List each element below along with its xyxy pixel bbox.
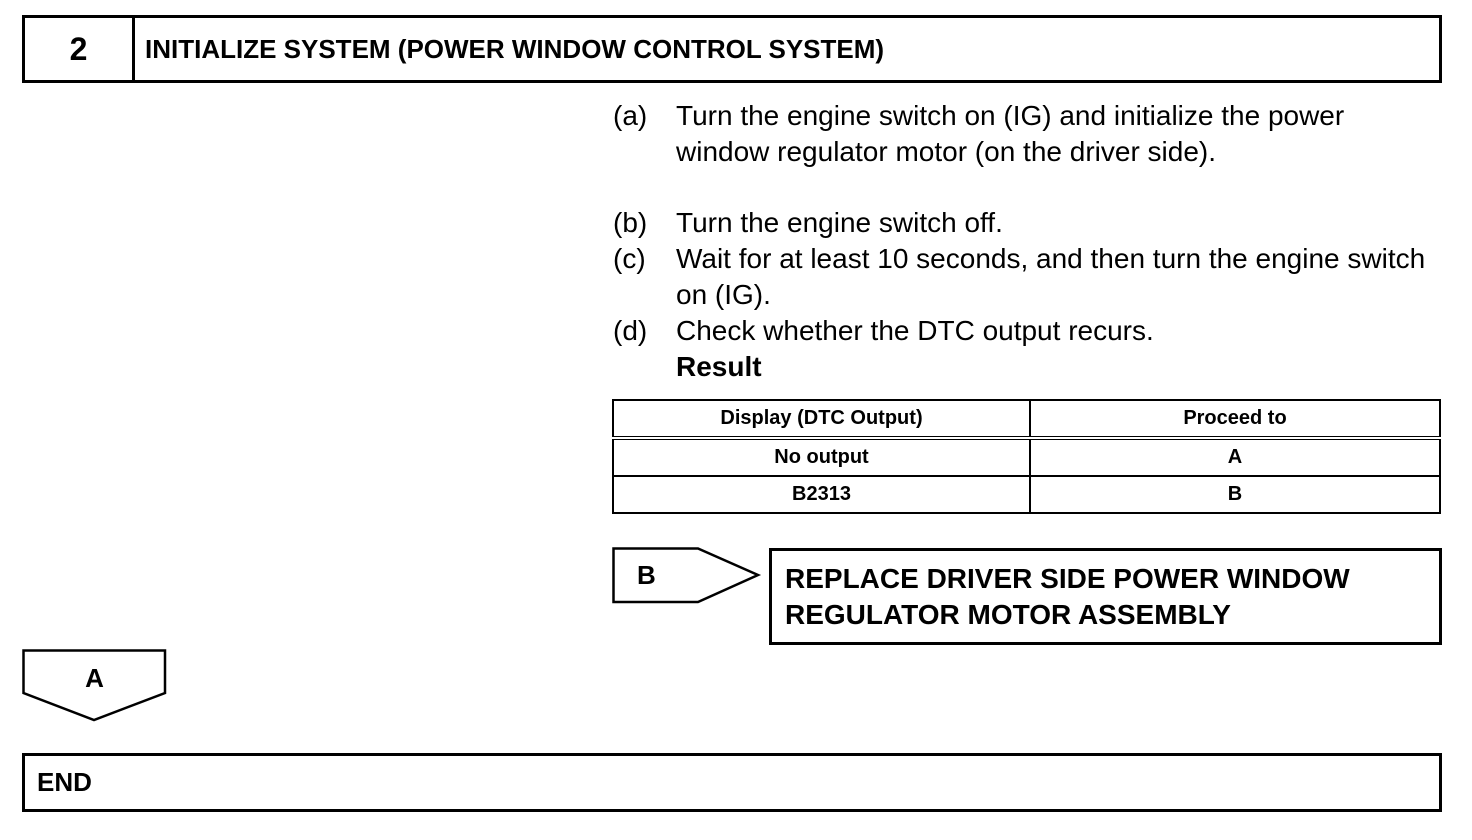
instruction-label: (d) (613, 315, 648, 346)
instruction-text: Turn the engine switch off. (676, 207, 1003, 238)
table-row (613, 476, 1440, 513)
branch-a-label: A (85, 663, 104, 693)
table-row (613, 438, 1440, 476)
branch-b-arrow-icon (612, 547, 762, 605)
result-table (612, 399, 1441, 514)
table-cell: A (1030, 438, 1440, 476)
instruction-c (613, 241, 1433, 313)
instruction-text: Wait for at least 10 seconds, and then turn the engine switch on (IG). (676, 243, 1426, 310)
table-header-row (613, 400, 1440, 438)
instruction-text: Check whether the DTC output recurs. (676, 315, 1154, 346)
step-title: INITIALIZE SYSTEM (POWER WINDOW CONTROL SYSTEM) (145, 33, 885, 64)
step-number: 2 (25, 18, 135, 80)
replace-action-box (769, 548, 1442, 645)
instruction-a (613, 98, 1433, 170)
table-cell: B2313 (613, 476, 1030, 513)
step-header (22, 15, 1442, 83)
table-header-cell: Display (DTC Output) (613, 400, 1030, 438)
instruction-d (613, 313, 1433, 349)
action-text-line: REPLACE DRIVER SIDE POWER WINDOW (785, 563, 1350, 594)
instructions (613, 98, 1433, 385)
table-header-cell: Proceed to (1030, 400, 1440, 438)
instruction-label: (b) (613, 207, 648, 238)
instruction-label: (a) (613, 100, 648, 131)
end-label: END (37, 767, 92, 797)
branch-b-label: B (637, 560, 656, 590)
instruction-text: Turn the engine switch on (IG) and initialize the power window regulator motor (on the driver side). (676, 100, 1345, 167)
result-label: Result (676, 351, 762, 382)
end-box (22, 753, 1442, 812)
action-text-line: REGULATOR MOTOR ASSEMBLY (785, 599, 1231, 630)
table-cell: No output (613, 438, 1030, 476)
instruction-label: (c) (613, 243, 646, 274)
instruction-b (613, 205, 1433, 241)
table-cell: B (1030, 476, 1440, 513)
